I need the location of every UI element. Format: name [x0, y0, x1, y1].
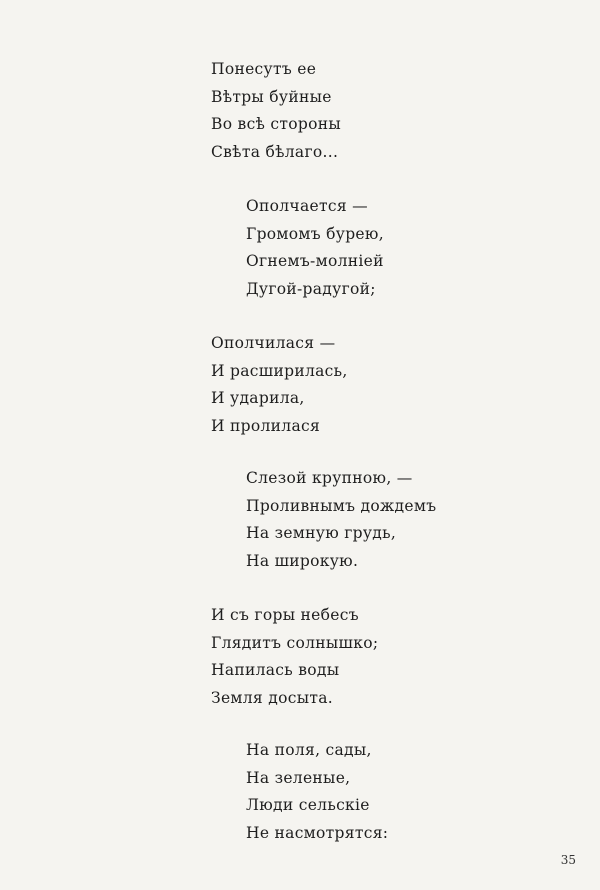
verse-line: И ударила, — [211, 389, 305, 407]
verse-line: Свѣта бѣлаго... — [211, 142, 339, 161]
stanza-2 — [246, 193, 384, 303]
verse-line: Проливнымъ дождемъ — [246, 496, 437, 515]
stanza-5 — [211, 602, 378, 712]
verse-line: Напилась воды — [211, 661, 340, 679]
verse-line: На земную грудь, — [246, 524, 397, 542]
verse-line: И расширилась, — [211, 361, 348, 380]
page-number: 35 — [560, 853, 576, 867]
stanza-4 — [246, 465, 436, 575]
verse-line: Во всѣ стороны — [211, 115, 342, 133]
verse-line: Люди сельскіе — [246, 796, 370, 814]
verse-line: Ополчается — — [246, 197, 368, 215]
verse-line: Понесутъ ее — [211, 60, 317, 78]
verse-line: Дугой-радугой; — [246, 279, 376, 298]
verse-line: Ополчилася — — [211, 334, 336, 352]
verse-line: На широкую. — [246, 551, 359, 570]
verse-line: Огнемъ-молніей — [246, 252, 384, 270]
verse-line: На зеленые, — [246, 768, 351, 787]
verse-line: И пролилася — [211, 416, 321, 435]
verse-line: Вѣтры буйные — [211, 87, 332, 106]
stanza-6 — [246, 737, 388, 847]
verse-line: И съ горы небесъ — [211, 606, 359, 624]
stanza-3 — [211, 330, 348, 440]
verse-line: Земля досыта. — [211, 688, 333, 707]
verse-line: Громомъ бурею, — [246, 224, 384, 243]
verse-line: Не насмотрятся: — [246, 823, 389, 842]
verse-line: Глядитъ солнышко; — [211, 633, 379, 652]
verse-line: На поля, сады, — [246, 741, 372, 759]
verse-line: Слезой крупною, — — [246, 469, 413, 487]
stanza-1 — [211, 56, 341, 166]
